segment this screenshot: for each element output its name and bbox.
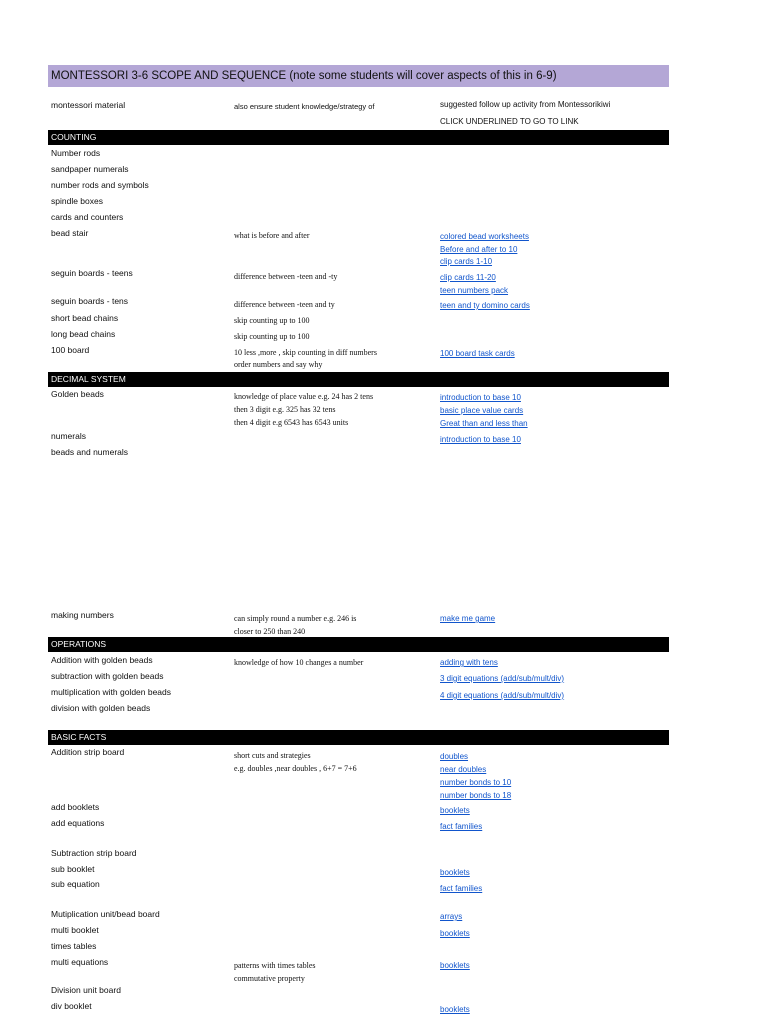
material-item: Subtraction strip board bbox=[51, 848, 137, 858]
material-item: add booklets bbox=[51, 802, 100, 812]
knowledge-item: short cuts and strategies bbox=[234, 751, 311, 760]
material-item: multiplication with golden beads bbox=[51, 687, 172, 697]
material-item: long bead chains bbox=[51, 329, 116, 339]
link-intro-base-10[interactable]: introduction to base 10 bbox=[440, 435, 521, 444]
material-item: multi equations bbox=[51, 957, 109, 967]
link-arrays[interactable]: arrays bbox=[440, 912, 463, 921]
section-counting: COUNTING bbox=[48, 130, 669, 145]
link-doubles[interactable]: doubles bbox=[440, 752, 469, 761]
knowledge-item: closer to 250 than 240 bbox=[234, 627, 306, 636]
material-item: number rods and symbols bbox=[51, 180, 149, 190]
link-make-me-game[interactable]: make me game bbox=[440, 614, 496, 623]
link-booklets[interactable]: booklets bbox=[440, 929, 470, 938]
link-fact-families[interactable]: fact families bbox=[440, 822, 483, 831]
knowledge-item: knowledge of how 10 changes a number bbox=[234, 658, 364, 667]
link-booklets[interactable]: booklets bbox=[440, 868, 470, 877]
knowledge-item: what is before and after bbox=[234, 231, 310, 240]
material-item: short bead chains bbox=[51, 313, 119, 323]
material-item: subtraction with golden beads bbox=[51, 671, 164, 681]
link-number-bonds-10[interactable]: number bonds to 10 bbox=[440, 778, 512, 787]
material-item: seguin boards - teens bbox=[51, 268, 133, 278]
material-item: Mutiplication unit/bead board bbox=[51, 909, 160, 919]
link-intro-base-10[interactable]: introduction to base 10 bbox=[440, 393, 521, 402]
document-title: MONTESSORI 3-6 SCOPE AND SEQUENCE (note some students will cover aspects of this in 6-9) bbox=[48, 65, 669, 87]
material-item: numerals bbox=[51, 431, 86, 441]
knowledge-item: difference between -teen and -ty bbox=[234, 272, 338, 281]
material-item: add equations bbox=[51, 818, 105, 828]
material-item: div booklet bbox=[51, 1001, 92, 1011]
knowledge-item: patterns with times tables bbox=[234, 961, 316, 970]
knowledge-item: order numbers and say why bbox=[234, 360, 323, 369]
link-clip-cards-11-20[interactable]: clip cards 11-20 bbox=[440, 273, 496, 282]
link-4-digit-equations[interactable]: 4 digit equations (add/sub/mult/div) bbox=[440, 691, 565, 700]
link-near-doubles[interactable]: near doubles bbox=[440, 765, 487, 774]
link-teen-ty-domino[interactable]: teen and ty domino cards bbox=[440, 301, 530, 310]
material-item: Division unit board bbox=[51, 985, 121, 995]
link-booklets[interactable]: booklets bbox=[440, 961, 470, 970]
material-item: multi booklet bbox=[51, 925, 99, 935]
material-item: making numbers bbox=[51, 610, 114, 620]
material-item: Number rods bbox=[51, 148, 101, 158]
link-3-digit-equations[interactable]: 3 digit equations (add/sub/mult/div) bbox=[440, 674, 565, 683]
knowledge-item: e.g. doubles ,near doubles , 6+7 = 7+6 bbox=[234, 764, 357, 773]
material-item: times tables bbox=[51, 941, 97, 951]
header-followup: suggested follow up activity from Montessorikiwi bbox=[440, 100, 611, 109]
link-100-board-task-cards[interactable]: 100 board task cards bbox=[440, 349, 515, 358]
material-item: sub equation bbox=[51, 879, 100, 889]
header-material: montessori material bbox=[51, 100, 126, 110]
knowledge-item: difference between -teen and ty bbox=[234, 300, 335, 309]
knowledge-item: then 4 digit e.g 6543 has 6543 units bbox=[234, 418, 349, 427]
link-number-bonds-18[interactable]: number bonds to 18 bbox=[440, 791, 512, 800]
link-booklets[interactable]: booklets bbox=[440, 806, 470, 815]
link-greater-less-than[interactable]: Great than and less than bbox=[440, 419, 528, 428]
section-basic-facts: BASIC FACTS bbox=[48, 730, 669, 745]
material-item: sandpaper numerals bbox=[51, 164, 129, 174]
knowledge-item: can simply round a number e.g. 246 is bbox=[234, 614, 357, 623]
link-adding-with-tens[interactable]: adding with tens bbox=[440, 658, 498, 667]
link-fact-families[interactable]: fact families bbox=[440, 884, 483, 893]
material-item: spindle boxes bbox=[51, 196, 103, 206]
knowledge-item: knowledge of place value e.g. 24 has 2 tens bbox=[234, 392, 374, 401]
link-basic-place-value[interactable]: basic place value cards bbox=[440, 406, 524, 415]
knowledge-item: then 3 digit e.g. 325 has 32 tens bbox=[234, 405, 336, 414]
material-item: bead stair bbox=[51, 228, 89, 238]
material-item: cards and counters bbox=[51, 212, 124, 222]
header-knowledge: also ensure student knowledge/strategy of bbox=[234, 102, 375, 111]
material-item: Addition with golden beads bbox=[51, 655, 153, 665]
knowledge-item: skip counting up to 100 bbox=[234, 332, 310, 341]
knowledge-item: 10 less ,more , skip counting in diff numbers bbox=[234, 348, 377, 357]
material-item: beads and numerals bbox=[51, 447, 129, 457]
material-item: seguin boards - tens bbox=[51, 296, 129, 306]
material-item: Addition strip board bbox=[51, 747, 125, 757]
section-operations: OPERATIONS bbox=[48, 637, 669, 652]
material-item: sub booklet bbox=[51, 864, 95, 874]
knowledge-item: skip counting up to 100 bbox=[234, 316, 310, 325]
material-item: division with golden beads bbox=[51, 703, 151, 713]
link-before-after-10[interactable]: Before and after to 10 bbox=[440, 245, 518, 254]
material-item: Golden beads bbox=[51, 389, 104, 399]
header-click-note: CLICK UNDERLINED TO GO TO LINK bbox=[440, 117, 579, 126]
link-colored-bead-worksheets[interactable]: colored bead worksheets bbox=[440, 232, 529, 241]
link-booklets[interactable]: booklets bbox=[440, 1005, 470, 1014]
material-item: 100 board bbox=[51, 345, 90, 355]
link-clip-cards-1-10[interactable]: clip cards 1-10 bbox=[440, 257, 493, 266]
link-teen-numbers-pack[interactable]: teen numbers pack bbox=[440, 286, 509, 295]
section-decimal-system: DECIMAL SYSTEM bbox=[48, 372, 669, 387]
knowledge-item: commutative property bbox=[234, 974, 305, 983]
